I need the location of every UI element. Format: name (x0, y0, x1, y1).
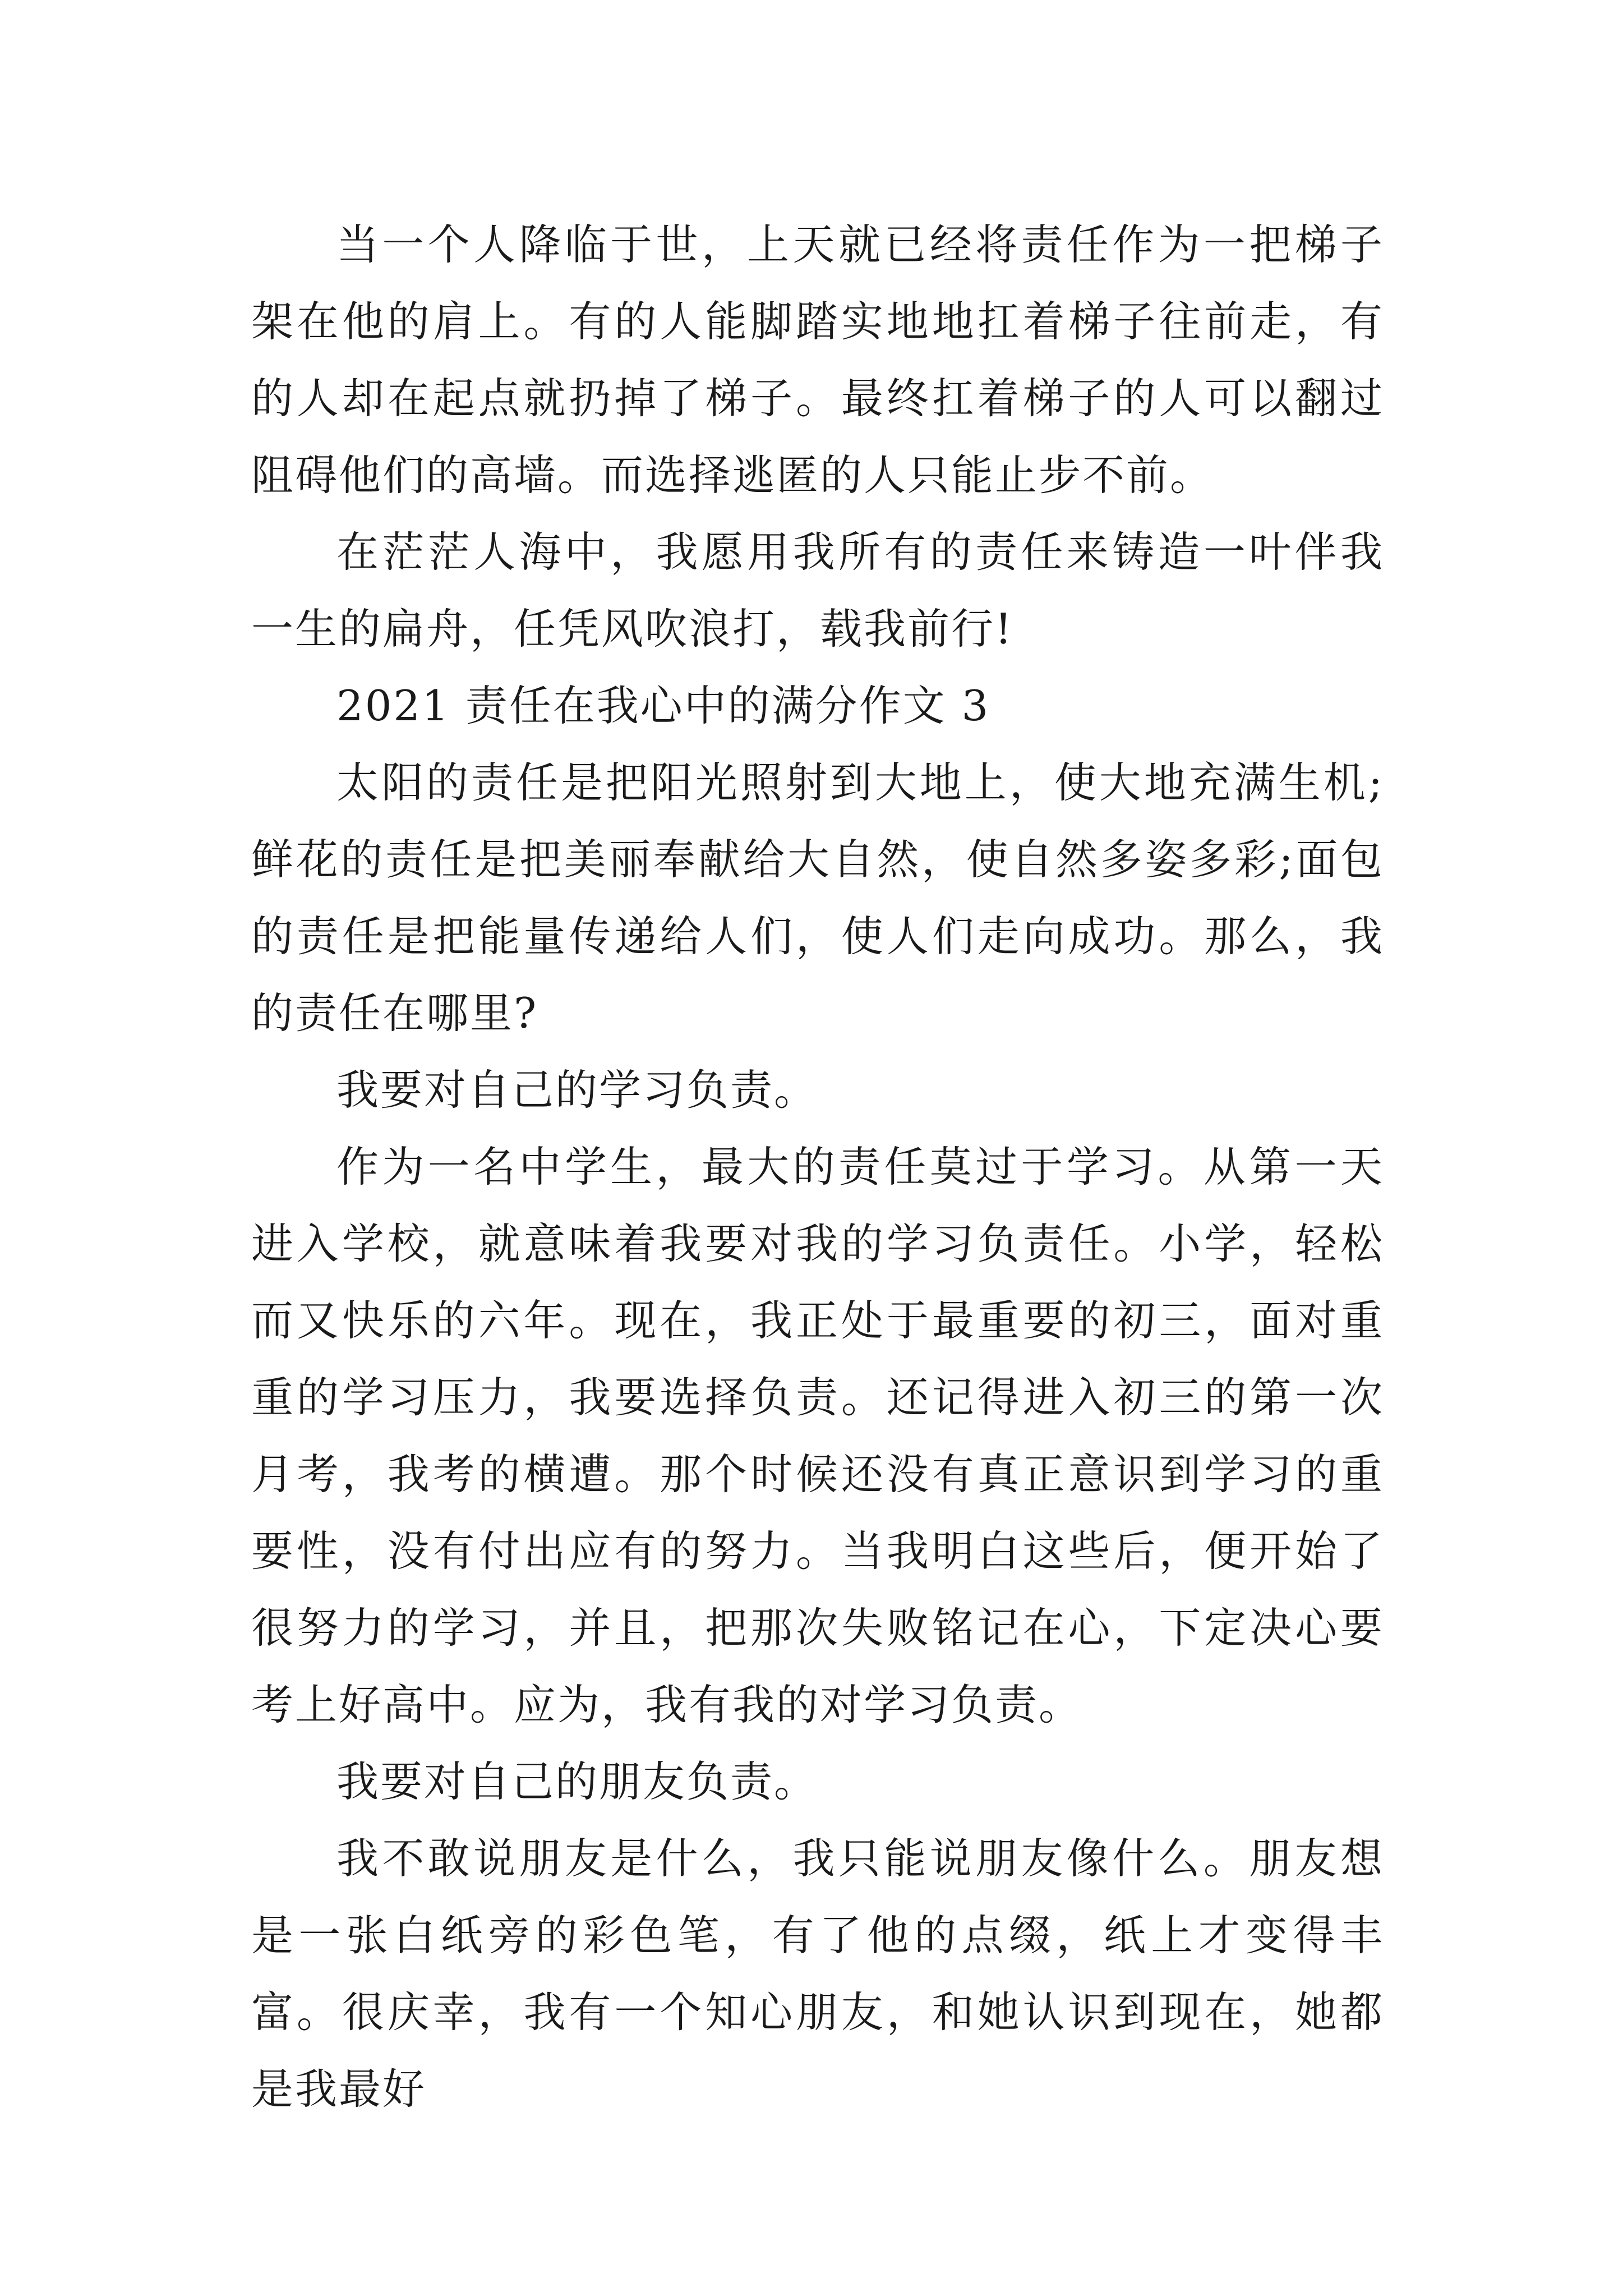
paragraph-friend: 我不敢说朋友是什么，我只能说朋友像什么。朋友想是一张白纸旁的彩色笔，有了他的点缀，纸上才变得丰富。很庆幸，我有一个知心朋友，和她认识到现在，她都是我最好 (251, 1834, 1384, 2114)
paragraph-responsibility-ladder: 当一个人降临于世，上天就已经将责任作为一把梯子架在他的肩上。有的人能脚踏实地地扛着梯子往前走，有的人却在起点就扔掉了梯子。最终扛着梯子的人可以翻过阻碍他们的高墙。而选择逃匿的人只能止步不前。 (251, 220, 1384, 500)
essay-title-3: 2021 责任在我心中的满分作文 3 (336, 681, 990, 730)
paragraph-study-heading: 我要对自己的学习负责。 (336, 1065, 818, 1115)
paragraph-sun-flower-bread: 太阳的责任是把阳光照射到大地上，使大地充满生机;鲜花的责任是把美丽奉献给大自然，使自然多姿多彩;面包的责任是把能量传递给人们，使人们走向成功。那么，我的责任在哪里? (251, 758, 1384, 1038)
paragraph-study: 作为一名中学生，最大的责任莫过于学习。从第一天进入学校，就意味着我要对我的学习负责任。小学，轻松而又快乐的六年。现在，我正处于最重要的初三，面对重重的学习压力，我要选择负责。还记得进入初三的第一次月考，我考的横遭。那个时候还没有真正意识到学习的重要性，没有付出应有的努力。当我明白这些后，便开始了很努力的学习，并且，把那次失败铭记在心，下定决心要考上好高中。应为，我有我的对学习负责。 (251, 1142, 1384, 1729)
essay-body (251, 206, 1384, 2128)
paragraph-friend-heading: 我要对自己的朋友负责。 (336, 1757, 818, 1806)
paragraph-boat: 在茫茫人海中，我愿用我所有的责任来铸造一叶伴我一生的扁舟，任凭风吹浪打，载我前行! (251, 527, 1384, 654)
